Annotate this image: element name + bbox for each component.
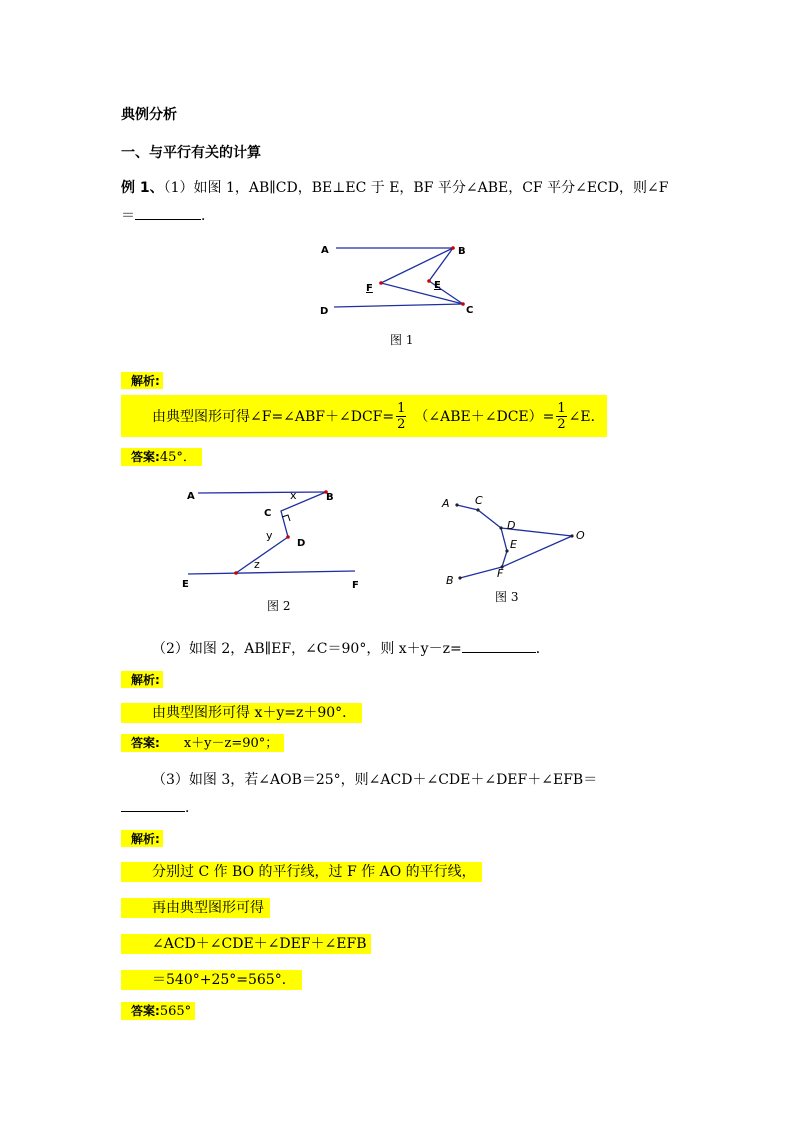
part1-question: （1）如图 1，AB∥CD，BE⊥EC 于 E，BF 平分∠ABE，CF 平分∠ECD，则∠F <box>163 180 669 196</box>
solution-2-expr: x＋y=z＋90°． <box>254 705 357 721</box>
label-a: A <box>321 245 329 256</box>
figure-2 <box>180 484 370 594</box>
solution-3-line3: ∠ACD＋∠CDE＋∠DEF＋∠EFB <box>121 934 371 954</box>
label-a: A <box>187 491 195 502</box>
point-b <box>458 576 461 579</box>
point-c <box>461 302 465 306</box>
label-e: E <box>182 579 189 590</box>
period: ． <box>185 800 199 816</box>
part2-question <box>152 638 550 658</box>
label-d: D <box>320 306 329 317</box>
label-x: x <box>290 489 297 502</box>
solution-1-part-a: 由典型图形可得∠F=∠ABF＋∠DCF= <box>152 409 395 425</box>
label-e: E <box>434 280 441 291</box>
point-e <box>427 279 431 283</box>
solution-1-part-c: ∠E． <box>568 409 605 425</box>
figure-2-caption: 图 2 <box>267 599 291 613</box>
point-o <box>570 534 573 537</box>
line-cd <box>334 304 463 307</box>
figure-1-caption: 图 1 <box>390 333 414 347</box>
figure-1 <box>300 236 500 326</box>
label-o: O <box>576 529 585 542</box>
example-label: 例 1、 <box>121 180 164 196</box>
point-d <box>499 526 502 529</box>
answer-blank-2 <box>462 652 536 653</box>
label-c: C <box>475 494 483 507</box>
part2-text: （2）如图 2，AB∥EF，∠C＝90°，则 x＋y－z= <box>152 641 462 657</box>
line-ab <box>198 492 326 493</box>
point-c <box>476 508 479 511</box>
fraction-half-2: $\frac{1}{2}$ <box>557 400 566 432</box>
label-d: D <box>507 519 516 532</box>
fraction-half-1: $\frac{1}{2}$ <box>397 400 406 432</box>
jiexi-label-1: 解析: <box>121 372 163 389</box>
answer-blank-3 <box>121 811 185 812</box>
equals-sign: ＝ <box>121 208 135 224</box>
answer-value-2: x＋y－z=90°； <box>183 736 279 751</box>
figure-3-caption: 图 3 <box>495 590 519 604</box>
line-ef <box>188 571 355 574</box>
solution-2 <box>121 703 362 723</box>
part3-question: （3）如图 3，若∠AOB＝25°，则∠ACD＋∠CDE＋∠DEF＋∠EFB＝ <box>152 772 598 788</box>
answer-label-1: 答案: <box>131 450 160 464</box>
point-d <box>286 535 290 539</box>
answer-value-3: 565° <box>159 1004 192 1019</box>
label-c: C <box>466 305 474 316</box>
part3-line2 <box>121 797 199 817</box>
section-title: 一、与平行有关的计算 <box>121 145 261 161</box>
solution-3-line4: ＝540°+25°=565°． <box>121 970 302 990</box>
example-1-line2 <box>121 205 215 225</box>
answer-value-1: 45°． <box>159 450 196 465</box>
label-e: E <box>510 538 517 551</box>
example-1-line1 <box>121 177 668 197</box>
point-a <box>455 503 458 506</box>
label-y: y <box>266 529 273 542</box>
jiexi-label-2: 解析: <box>121 671 163 688</box>
answer-3 <box>121 1002 195 1020</box>
period: ． <box>535 641 550 657</box>
answer-1 <box>121 448 202 466</box>
answer-blank <box>135 219 201 220</box>
period: ． <box>201 208 215 224</box>
path-b-c-d-e <box>236 492 326 573</box>
point-f <box>379 281 383 285</box>
label-f: F <box>366 283 373 294</box>
answer-label-3: 答案: <box>131 1004 160 1018</box>
solution-3-line1: 分别过 C 作 BO 的平行线，过 F 作 AO 的平行线， <box>121 862 482 882</box>
label-a: A <box>442 497 450 510</box>
label-z: z <box>254 558 260 571</box>
label-b: B <box>446 574 454 587</box>
label-b: B <box>326 492 334 503</box>
label-c: C <box>264 508 272 519</box>
label-f: F <box>497 567 504 580</box>
figure-3 <box>435 490 595 590</box>
label-d: D <box>297 538 306 549</box>
label-f: F <box>352 580 359 591</box>
answer-label-2: 答案: <box>131 736 160 750</box>
point-e <box>234 571 238 575</box>
heading: 典例分析 <box>121 107 177 123</box>
solution-2-prefix: 由典型图形可得 <box>152 705 255 721</box>
jiexi-label-3: 解析: <box>121 830 163 847</box>
point-b <box>451 246 455 250</box>
answer-2 <box>121 734 284 752</box>
point-e <box>505 549 508 552</box>
solution-3-line2: 再由典型图形可得 <box>121 898 270 918</box>
solution-1-text <box>152 395 605 437</box>
solution-1-part-b: （∠ABE＋∠DCE）= <box>414 409 555 425</box>
label-b: B <box>458 246 466 257</box>
